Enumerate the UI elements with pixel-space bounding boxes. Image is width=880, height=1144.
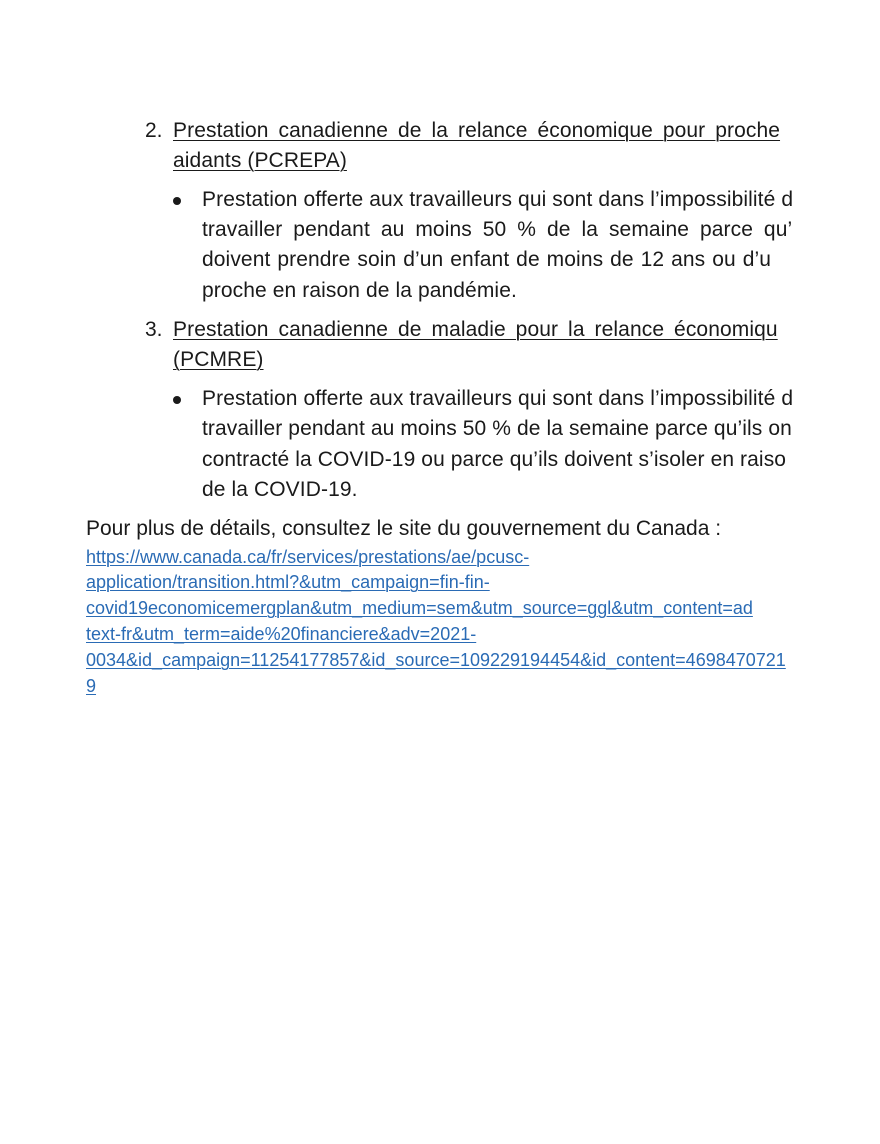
bullet-text-line-1: Prestation offerte aux travailleurs qui sont dans l’impossibilité d bbox=[202, 387, 794, 410]
link-line-2[interactable]: application/transition.html?&utm_campaign=fin-fin- bbox=[86, 572, 490, 592]
bullet-text-line-1: Prestation offerte aux travailleurs qui sont dans l’impossibilité d bbox=[202, 188, 794, 211]
link-line-6[interactable]: 9 bbox=[86, 676, 97, 696]
bullet-text-line-3: contracté la COVID-19 ou parce qu’ils doivent s’isoler en raiso bbox=[202, 448, 787, 471]
list-number: 3. bbox=[145, 318, 163, 341]
link-line-1[interactable]: https://www.canada.ca/fr/services/prestations/ae/pcusc- bbox=[86, 547, 530, 567]
bullet-text-line-2: travailler pendant au moins 50 % de la semaine parce qu’ bbox=[202, 218, 793, 241]
link-line-4[interactable]: text-fr&utm_term=aide%20financiere&adv=2021- bbox=[86, 624, 477, 644]
bullet-text-line-2: travailler pendant au moins 50 % de la semaine parce qu’ils on bbox=[202, 417, 792, 440]
link-line-3[interactable]: covid19economicemergplan&utm_medium=sem&utm_source=ggl&utm_content=ad bbox=[86, 598, 753, 618]
bullet-icon bbox=[173, 197, 181, 205]
details-intro: Pour plus de détails, consultez le site du gouvernement du Canada : bbox=[86, 517, 722, 540]
item-title-line-1: Prestation canadienne de maladie pour la relance économiqu bbox=[173, 318, 778, 341]
bullet-text-line-3: doivent prendre soin d’un enfant de moins de 12 ans ou d’u bbox=[202, 248, 772, 271]
list-number: 2. bbox=[145, 119, 163, 142]
bullet-icon bbox=[173, 396, 181, 404]
bullet-text-line-4: proche en raison de la pandémie. bbox=[202, 279, 517, 302]
item-title-line-1: Prestation canadienne de la relance économique pour proche bbox=[173, 119, 781, 142]
bullet-text-line-4: de la COVID-19. bbox=[202, 478, 358, 501]
item-title-line-2: (PCMRE) bbox=[173, 348, 264, 371]
link-line-5[interactable]: 0034&id_campaign=11254177857&id_source=109229194454&id_content=4698470721 bbox=[86, 650, 786, 670]
item-title-line-2: aidants (PCREPA) bbox=[173, 149, 347, 172]
